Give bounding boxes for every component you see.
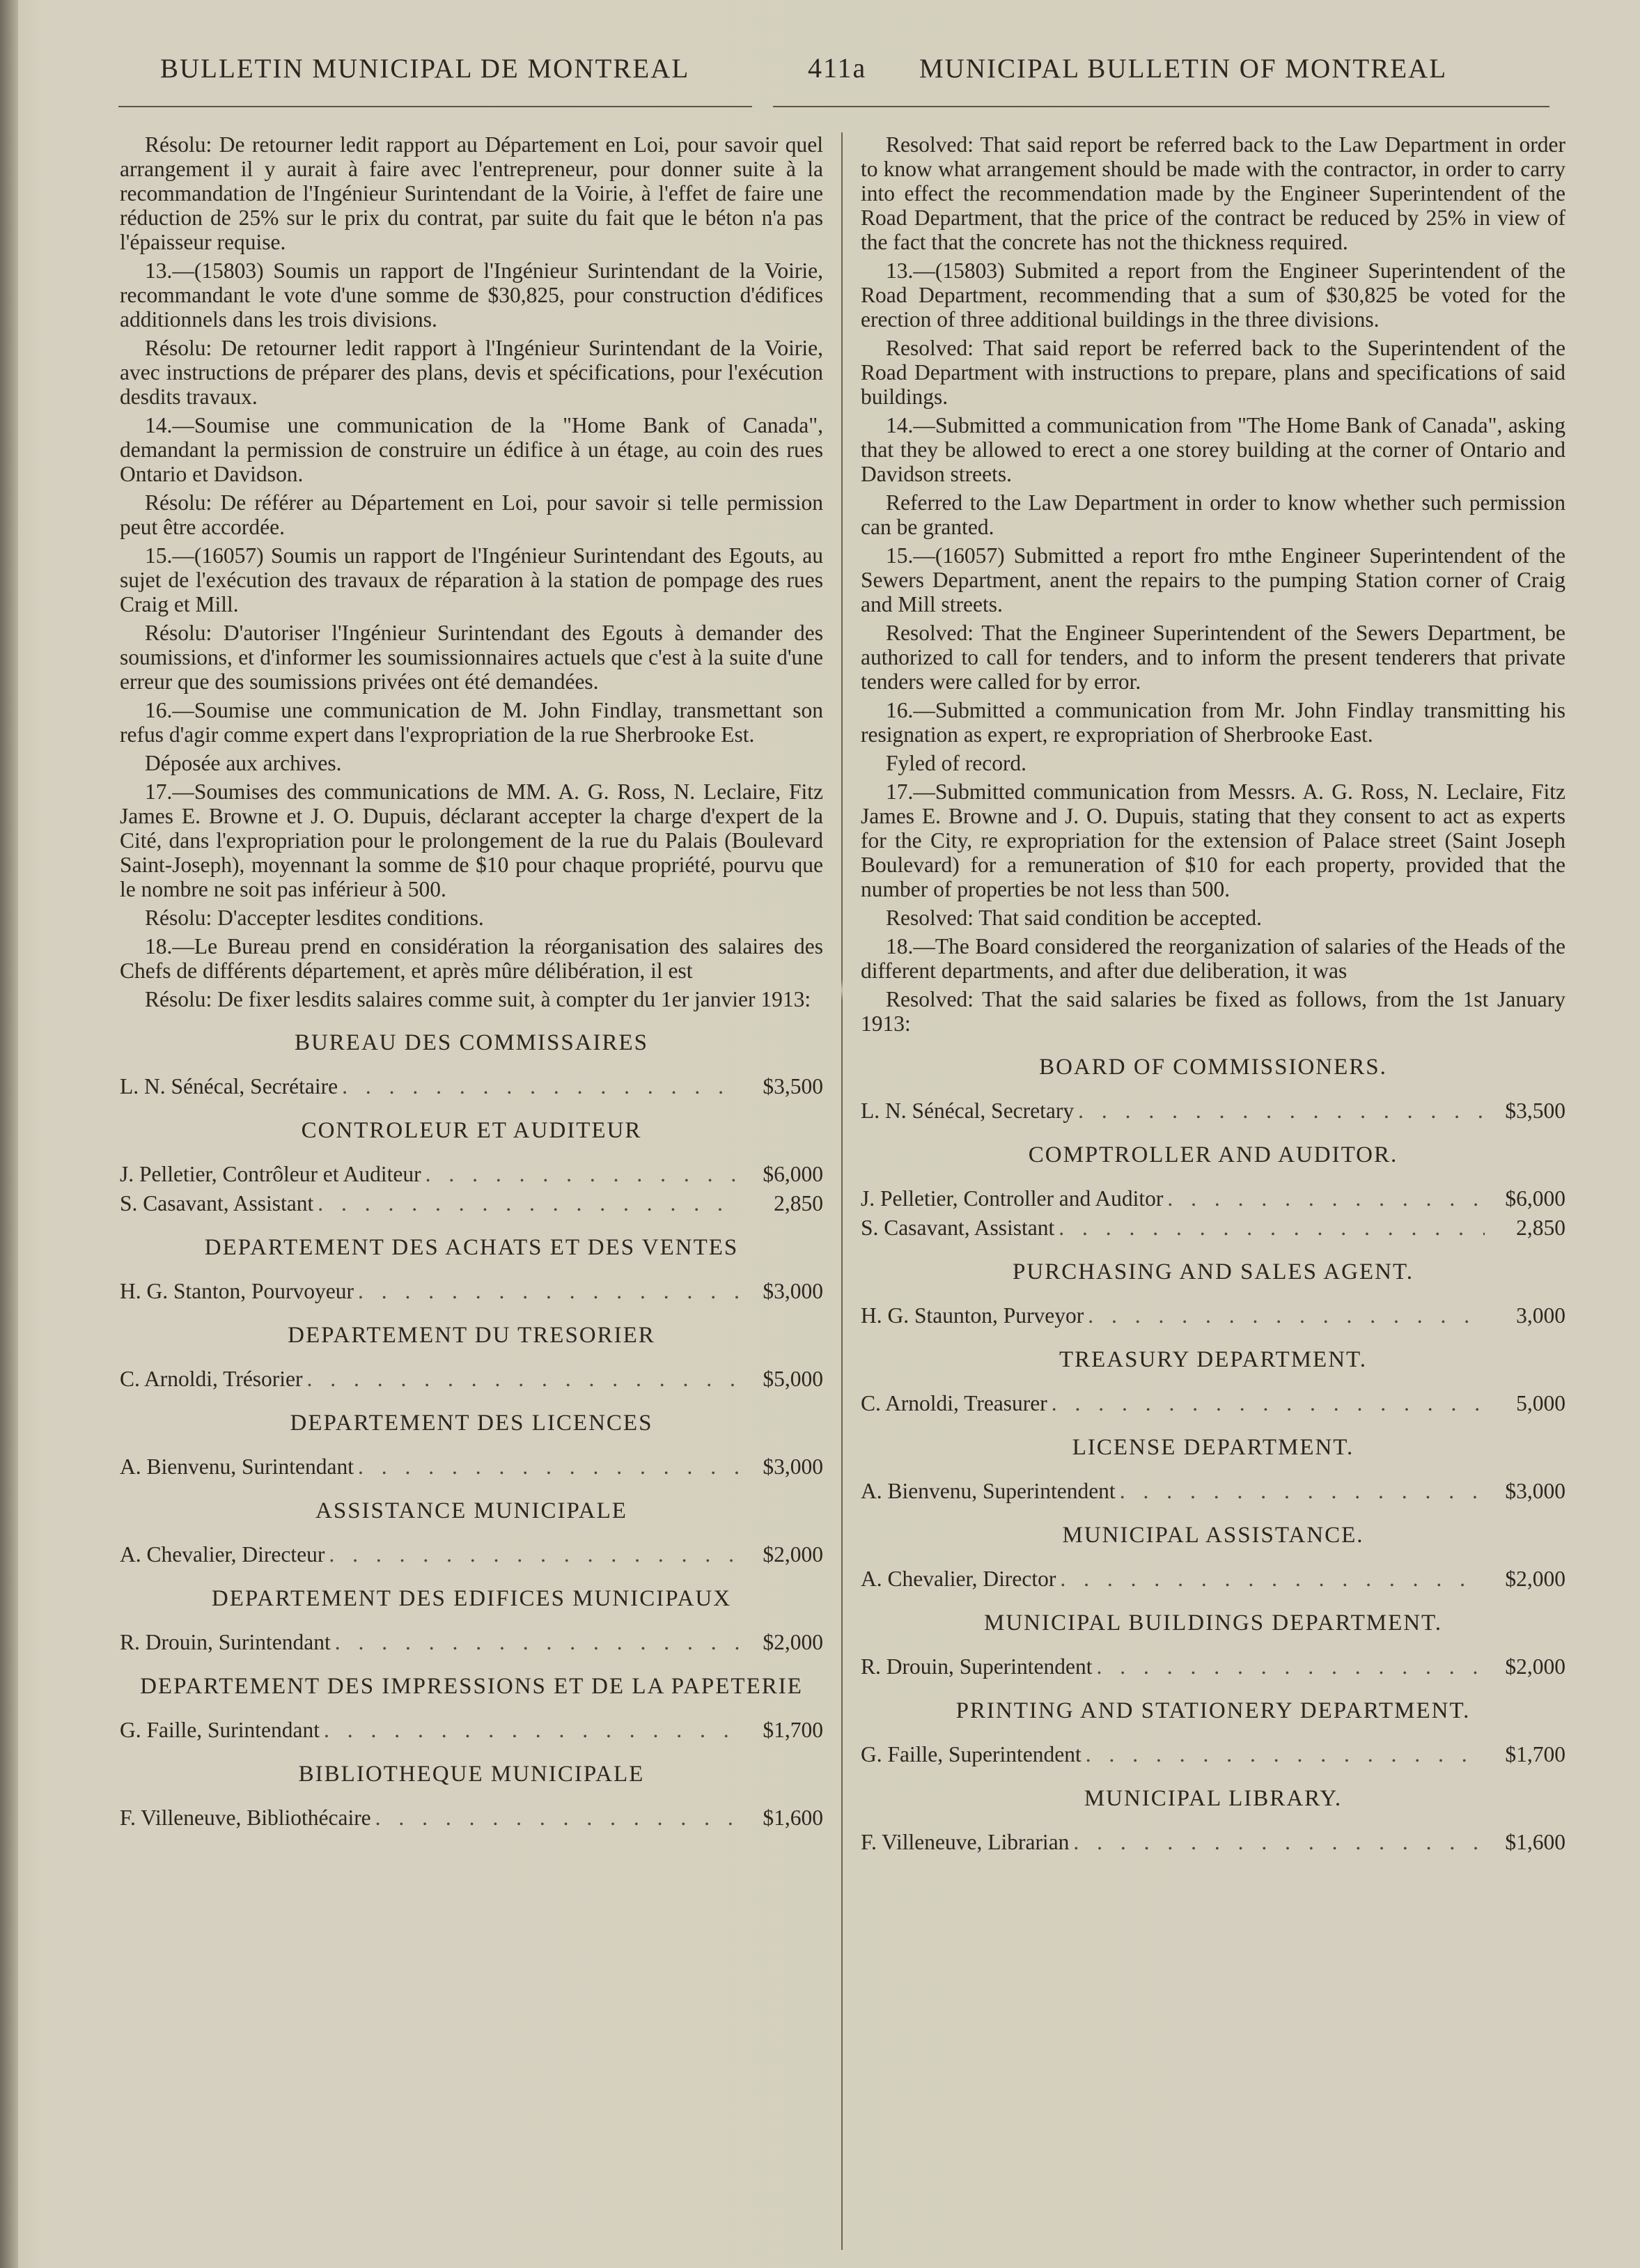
department-heading: BUREAU DES COMMISSAIRES [294,1030,649,1055]
salary-entry [120,1718,823,1743]
dot-leader [1120,1479,1485,1504]
department-heading: MUNICIPAL BUILDINGS DEPARTMENT. [983,1610,1443,1636]
department-heading: ASSISTANCE MUNICIPALE [315,1498,627,1523]
salary-entry [120,1367,823,1392]
dot-leader [324,1718,742,1743]
salary-entry [120,1805,823,1831]
salary-amount: $2,000 [763,1542,823,1567]
dot-leader [1167,1186,1485,1211]
department-heading: PURCHASING AND SALES AGENT. [1013,1259,1414,1284]
salary-amount: $1,600 [763,1805,823,1830]
department-heading: DEPARTEMENT DES EDIFICES MUNICIPAUX [211,1586,732,1611]
employee-name: S. Casavant, Assistant [861,1215,1055,1240]
minutes-paragraph: Résolu: De retourner ledit rapport au Département en Loi, pour savoir quel arrangement il y aurait à faire avec l'entrepreneur, pour donner suite à la recommandation de l'Ingénieur Surintendant de la Voirie, à l'effet de faire une réduction de 25% sur le prix du contrat, par suite du fait que le béton n'a pas l'épaisseur requise. [120,132,823,254]
salary-entry [861,1742,1565,1767]
dot-leader [318,1191,742,1216]
employee-name: J. Pelletier, Controller and Auditor [861,1186,1164,1211]
employee-name: H. G. Stanton, Pourvoyeur [120,1279,354,1303]
dot-leader [1096,1654,1485,1679]
page-header [139,50,1518,92]
salary-amount: $6,000 [763,1162,823,1186]
dot-leader [1086,1742,1485,1767]
department-heading: PRINTING AND STATIONERY DEPARTMENT. [955,1698,1471,1723]
minutes-paragraph: Résolu: De fixer lesdits salaires comme suit, à compter du 1er janvier 1913: [145,987,811,1011]
salary-amount: $1,600 [1505,1830,1565,1854]
minutes-paragraph: Resolved: That the Engineer Superintendent of the Sewers Department, be authorized to call for tenders, and to inform the present tenderers that private tenders were called for by error. [861,621,1565,694]
minutes-paragraph: Resolved: That said report be referred back to the Law Department in order to know what arrangement should be made with the contractor, in order to carry into effect the recommendation made by the Engineer Superintendent of the Road Department, that the price of the contract be reduced by 25% in view of the fact that the concrete has not the thickness required. [861,132,1565,254]
dot-leader [425,1162,742,1187]
dot-leader [1052,1391,1485,1416]
salary-entry [861,1567,1565,1592]
department-heading: DEPARTEMENT DU TRESORIER [288,1323,655,1348]
employee-name: C. Arnoldi, Treasurer [861,1391,1047,1415]
department-heading: MUNICIPAL ASSISTANCE. [1062,1523,1364,1548]
salary-entry [120,1454,823,1479]
salary-amount: $1,700 [1505,1742,1565,1766]
salary-entry [861,1391,1565,1416]
minutes-paragraph: 14.—Soumise une communication de la "Home Bank of Canada", demandant la permission de construire un édifice à un étage, au coin des rues Ontario et Davidson. [120,413,823,486]
department-heading: CONTROLEUR ET AUDITEUR [301,1118,642,1143]
salary-amount: 2,850 [1516,1215,1565,1240]
minutes-paragraph: 13.—(15803) Soumis un rapport de l'Ingénieur Surintendant de la Voirie, recommandant le vote d'une somme de $30,825, pour construction d'édifices additionnels dans les trois divisions. [120,258,823,332]
dot-leader [1060,1567,1485,1592]
salary-entry [861,1215,1565,1241]
french-column [120,132,823,1835]
header-title-french: BULLETIN MUNICIPAL DE MONTREAL [160,54,690,84]
salary-amount: $2,000 [763,1630,823,1654]
dot-leader [1078,1098,1485,1124]
employee-name: A. Chevalier, Director [861,1567,1056,1591]
department-heading: LICENSE DEPARTMENT. [1072,1435,1354,1460]
salary-amount: $3,500 [763,1074,823,1098]
dot-leader [329,1542,742,1567]
dot-leader [1073,1830,1485,1855]
salary-amount: $3,500 [1505,1098,1565,1123]
dot-leader [358,1454,742,1479]
department-heading: COMPTROLLER AND AUDITOR. [1028,1142,1398,1167]
salary-entry [120,1279,823,1304]
minutes-paragraph: 15.—(16057) Submitted a report fro mthe Engineer Superintendent of the Sewers Department, anent the repairs to the pumping Station corner of Craig and Mill streets. [861,543,1565,616]
salary-amount: $2,000 [1505,1654,1565,1679]
minutes-paragraph: 17.—Soumises des communications de MM. A. G. Ross, N. Leclaire, Fitz James E. Browne et J. O. Dupuis, déclarant accepter la charge d'expert de la Cité, dans l'expropriation pour le prolongement de la rue du Palais (Boulevard Saint-Joseph), moyennant la somme de $10 pour chaque propriété, pourvu que le nombre ne soit pas inférieur à 500. [120,779,823,901]
employee-name: G. Faille, Superintendent [861,1742,1081,1766]
employee-name: A. Bienvenu, Surintendant [120,1454,354,1479]
employee-name: A. Chevalier, Directeur [120,1542,325,1567]
minutes-paragraph: 13.—(15803) Submited a report from the Engineer Superintendent of the Road Department, recommending that a sum of $30,825 be voted for the erection of three additional buildings in the three divisions. [861,258,1565,332]
dot-leader [1059,1215,1485,1241]
minutes-paragraph: Resolved: That said report be referred back to the Superintendent of the Road Department with instructions to prepare, plans and specifications of said buildings. [861,336,1565,409]
employee-name: R. Drouin, Surintendant [120,1630,331,1654]
page-number: 411a [808,52,867,84]
dot-leader [335,1630,742,1655]
salary-amount: $3,000 [763,1454,823,1479]
minutes-paragraph: 15.—(16057) Soumis un rapport de l'Ingénieur Surintendant des Egouts, au sujet de l'exécution des travaux de réparation à la station de pompage des rues Craig et Mill. [120,543,823,616]
dot-leader [1088,1303,1485,1328]
minutes-paragraph: Résolu: De retourner ledit rapport à l'Ingénieur Surintendant de la Voirie, avec instructions de préparer des plans, devis et spécifications, pour l'exécution desdits travaux. [120,336,823,409]
salary-entry [861,1303,1565,1328]
minutes-paragraph: Fyled of record. [886,751,1027,775]
department-heading: DEPARTEMENT DES LICENCES [290,1411,653,1436]
binding-gutter [0,0,18,2268]
column-divider [841,132,843,2250]
salary-entry [861,1479,1565,1504]
department-heading: BOARD OF COMMISSIONERS. [1039,1055,1387,1080]
minutes-paragraph: 18.—Le Bureau prend en considération la réorganisation des salaires des Chefs de différents département, et après mûre délibération, il est [120,934,823,983]
salary-entry [120,1162,823,1187]
salary-entry [120,1074,823,1099]
header-rule-right [773,106,1549,107]
dot-leader [307,1367,742,1392]
salary-amount: $6,000 [1505,1186,1565,1211]
employee-name: G. Faille, Surintendant [120,1718,320,1742]
department-heading: BIBLIOTHEQUE MUNICIPALE [298,1762,645,1787]
salary-entry [861,1830,1565,1855]
dot-leader [358,1279,742,1304]
header-rule-left [118,106,752,107]
salary-amount: 3,000 [1516,1303,1565,1328]
salary-amount: 2,850 [774,1191,823,1215]
salary-amount: $3,000 [763,1279,823,1303]
employee-name: L. N. Sénécal, Secrétaire [120,1074,338,1098]
minutes-paragraph: Résolu: D'autoriser l'Ingénieur Surintendant des Egouts à demander des soumissions, et d'informer les soumissionnaires actuels que c'est à la suite d'une erreur que des soumissions privées ont été demandées. [120,621,823,694]
salary-amount: $2,000 [1505,1567,1565,1591]
employee-name: F. Villeneuve, Librarian [861,1830,1070,1854]
employee-name: C. Arnoldi, Trésorier [120,1367,303,1391]
employee-name: L. N. Sénécal, Secretary [861,1098,1075,1123]
minutes-paragraph: Resolved: That the said salaries be fixed as follows, from the 1st January 1913: [861,987,1565,1036]
salary-entry [120,1630,823,1655]
salary-entry [120,1542,823,1567]
salary-amount: $1,700 [763,1718,823,1742]
department-heading: DEPARTEMENT DES IMPRESSIONS ET DE LA PAPETERIE [140,1674,803,1699]
department-heading: DEPARTEMENT DES ACHATS ET DES VENTES [204,1235,739,1260]
salary-amount: 5,000 [1516,1391,1565,1415]
employee-name: J. Pelletier, Contrôleur et Auditeur [120,1162,421,1186]
employee-name: H. G. Staunton, Purveyor [861,1303,1084,1328]
salary-amount: $3,000 [1505,1479,1565,1503]
minutes-paragraph: 14.—Submitted a communication from "The Home Bank of Canada", asking that they be allowed to erect a one storey building at the corner of Ontario and Davidson streets. [861,413,1565,486]
department-heading: MUNICIPAL LIBRARY. [1084,1786,1343,1811]
dot-leader [342,1074,742,1099]
minutes-paragraph: Résolu: De référer au Département en Loi, pour savoir si telle permission peut être accordée. [120,490,823,539]
department-heading: TREASURY DEPARTMENT. [1059,1347,1367,1372]
minutes-paragraph: Referred to the Law Department in order to know whether such permission can be granted. [861,490,1565,539]
minutes-paragraph: 16.—Submitted a communication from Mr. John Findlay transmitting his resignation as expert, re expropriation of Sherbrooke East. [861,698,1565,747]
salary-entry [120,1191,823,1216]
header-title-english: MUNICIPAL BULLETIN OF MONTREAL [919,54,1448,84]
employee-name: F. Villeneuve, Bibliothécaire [120,1805,371,1830]
minutes-paragraph: Résolu: D'accepter lesdites conditions. [145,906,484,930]
english-column [861,132,1565,1859]
salary-entry [861,1654,1565,1679]
employee-name: A. Bienvenu, Superintendent [861,1479,1116,1503]
minutes-paragraph: Resolved: That said condition be accepted. [886,906,1263,930]
minutes-paragraph: 16.—Soumise une communication de M. John Findlay, transmettant son refus d'agir comme expert dans l'expropriation de la rue Sherbrooke Est. [120,698,823,747]
minutes-paragraph: Déposée aux archives. [145,751,342,775]
minutes-paragraph: 18.—The Board considered the reorganization of salaries of the Heads of the different departments, and after due deliberation, it was [861,934,1565,983]
dot-leader [375,1805,742,1831]
salary-entry [861,1186,1565,1211]
salary-entry [861,1098,1565,1124]
employee-name: R. Drouin, Superintendent [861,1654,1093,1679]
salary-amount: $5,000 [763,1367,823,1391]
minutes-paragraph: 17.—Submitted communication from Messrs. A. G. Ross, N. Leclaire, Fitz James E. Browne and J. O. Dupuis, stating that they consent to act as experts for the City, re expropriation for the extension of Palace street (Saint Joseph Boulevard) for a remuneration of $10 for each property, provided that the number of properties be not less than 500. [861,779,1565,901]
employee-name: S. Casavant, Assistant [120,1191,314,1215]
